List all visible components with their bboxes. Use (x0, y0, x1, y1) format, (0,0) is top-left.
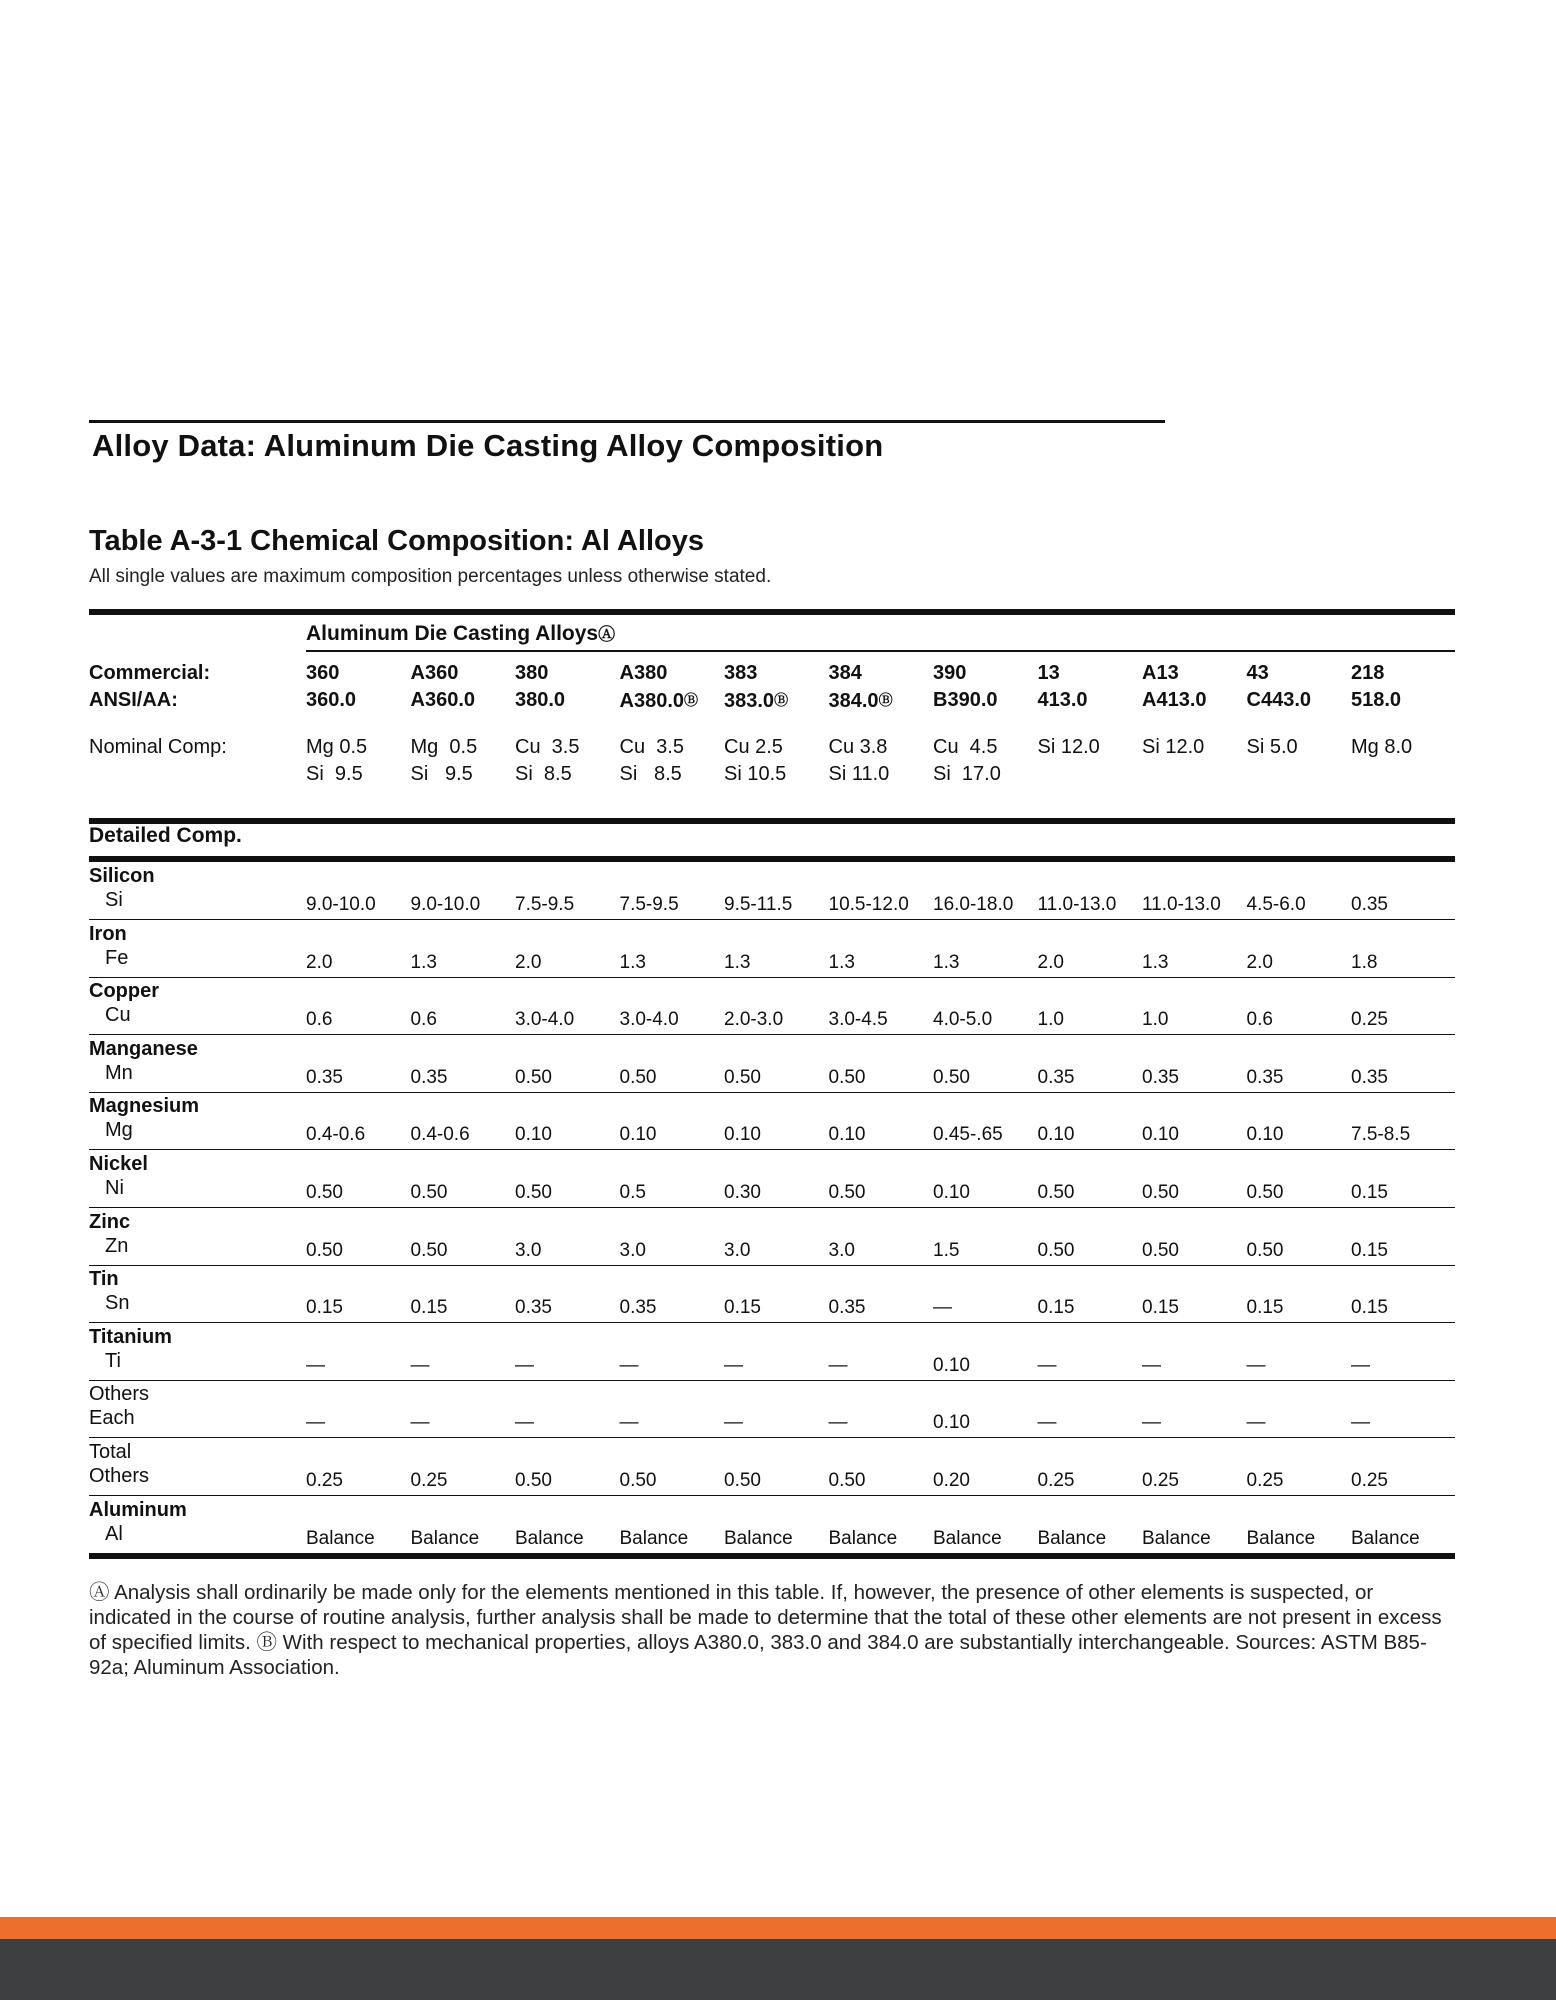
value-cell: — (619, 1412, 639, 1434)
element-values (306, 1123, 1456, 1147)
nominal-line: Si 12.0 (1142, 736, 1205, 758)
value-cell: 0.35 (410, 1066, 448, 1088)
value-cell: 0.25 (1142, 1470, 1179, 1491)
alloy-ansi-text: 360.0 (306, 689, 357, 711)
value-cell: 0.10 (619, 1124, 657, 1146)
value-cell: Balance (933, 1527, 1002, 1549)
value-cell: 0.50 (828, 1470, 866, 1491)
value-cell: 0.10 (515, 1124, 552, 1146)
element-row (89, 1438, 1455, 1496)
nominal-comp-2 (515, 734, 620, 788)
value-cell: 1.3 (724, 951, 751, 973)
nominal-line: Si 12.0 (1037, 736, 1100, 758)
value-cell: 0.15 (1142, 1297, 1179, 1319)
element-name: Aluminum (89, 1498, 187, 1521)
nominal-line: Cu 4.5 (933, 736, 998, 758)
element-symbol: Si (105, 889, 123, 911)
value-cell: Balance (828, 1527, 898, 1549)
nominal-line: Cu 3.5 (515, 736, 580, 758)
alloy-ansi-name (411, 687, 516, 714)
alloy-header-4 (724, 660, 829, 715)
value-cell: 1.0 (1037, 1009, 1064, 1031)
alloy-commercial-name: 13 (1037, 662, 1060, 684)
element-row (89, 1265, 1455, 1323)
alloy-commercial-name: 383 (724, 662, 758, 684)
nominal-line: Si 10.5 (724, 763, 787, 785)
value-cell: Balance (306, 1527, 375, 1549)
value-cell: 0.50 (515, 1066, 552, 1088)
element-symbol: Ti (105, 1349, 121, 1372)
value-cell: 1.5 (933, 1239, 960, 1261)
alloy-ansi-name (1142, 687, 1247, 714)
value-cell: — (1142, 1412, 1161, 1434)
nominal-grid (89, 734, 1455, 788)
value-cell: Balance (619, 1527, 689, 1549)
alloy-ansi-text: 383.0 (724, 690, 775, 712)
alloy-header-7 (1038, 660, 1143, 715)
nominal-label: Nominal Comp: (89, 736, 227, 758)
value-cell: 0.10 (1246, 1124, 1284, 1146)
value-cell: 9.5-11.5 (724, 894, 793, 915)
value-cell: — (306, 1412, 325, 1434)
element-name-cell (89, 1267, 129, 1315)
value-cell: 0.15 (1351, 1182, 1388, 1203)
value-cell: — (1142, 1354, 1161, 1376)
alloy-ansi-text: A380.0 (619, 690, 684, 712)
value-cell: 0.15 (1351, 1297, 1388, 1319)
element-values (306, 1008, 1456, 1032)
value-cell: 0.50 (828, 1182, 866, 1203)
element-name-cell (89, 1037, 198, 1085)
alloy-commercial-name: 384 (828, 662, 862, 684)
element-name: Tin (89, 1268, 119, 1291)
nominal-comp-9 (1247, 734, 1352, 788)
value-cell: — (828, 1412, 848, 1434)
footer-accent-bar (0, 1917, 1556, 1939)
value-cell: 0.6 (410, 1009, 437, 1031)
element-name: Silicon (89, 865, 155, 887)
element-name-cell (89, 1382, 149, 1430)
group-header-label: Aluminum Die Casting Alloys (306, 622, 599, 645)
value-cell: Balance (1037, 1527, 1107, 1549)
value-cell: 3.0-4.0 (515, 1009, 575, 1031)
element-row (89, 1150, 1455, 1208)
element-name: Iron (89, 922, 127, 945)
value-cell: 10.5-12.0 (828, 894, 909, 915)
alloy-ansi-text: 384.0 (828, 690, 879, 712)
value-cell: 0.10 (724, 1124, 761, 1146)
element-values (306, 893, 1456, 917)
element-name-cell (89, 1152, 148, 1200)
nominal-line: Cu 3.5 (619, 736, 684, 758)
alloy-ansi-text: A360.0 (410, 689, 475, 711)
value-cell: 0.10 (1037, 1124, 1075, 1146)
value-cell: 0.50 (410, 1239, 448, 1261)
alloy-ansi-text: 380.0 (515, 689, 566, 711)
nominal-comp-5 (829, 734, 934, 788)
nominal-line: Si 8.5 (619, 763, 682, 785)
alloy-ansi-name (1247, 687, 1352, 714)
value-cell: 0.50 (828, 1066, 866, 1088)
alloy-commercial-name: 380 (515, 662, 549, 684)
value-cell: 1.3 (933, 951, 960, 973)
value-cell: 0.25 (410, 1470, 448, 1491)
alloy-header-0 (306, 660, 411, 715)
value-cell: 0.25 (1351, 1470, 1388, 1491)
element-values (306, 1469, 1456, 1493)
value-cell: 0.35 (828, 1297, 866, 1319)
value-cell: 3.0 (724, 1239, 751, 1261)
element-row (89, 1092, 1455, 1150)
element-name-cell (89, 1325, 172, 1373)
value-cell: 1.3 (619, 951, 646, 973)
table-title: Table A-3-1 Chemical Composition: Al Alloys (89, 525, 704, 557)
value-cell: 2.0 (1037, 951, 1064, 973)
value-cell: — (1246, 1354, 1266, 1376)
value-cell: — (724, 1412, 743, 1434)
nominal-comp-4 (724, 734, 829, 788)
alloy-header-8 (1142, 660, 1247, 715)
value-cell: Balance (1351, 1527, 1420, 1549)
value-cell: 0.35 (1351, 1066, 1388, 1088)
alloy-ansi-name (1038, 687, 1143, 714)
nominal-line: Cu 3.8 (828, 736, 888, 758)
element-symbol: Fe (105, 946, 129, 969)
value-cell: — (410, 1412, 430, 1434)
nominal-comp-8 (1142, 734, 1247, 788)
nominal-line: Mg 8.0 (1351, 736, 1413, 758)
value-cell: 11.0-13.0 (1142, 894, 1221, 915)
row-label-cell (89, 660, 306, 715)
value-cell: 0.50 (619, 1470, 657, 1491)
value-cell: 1.8 (1351, 951, 1378, 973)
value-cell: 0.10 (933, 1182, 970, 1203)
value-cell: 0.6 (306, 1009, 333, 1031)
value-cell: 0.10 (828, 1124, 866, 1146)
element-values (306, 1181, 1456, 1205)
nominal-line: Si 9.5 (410, 763, 473, 785)
element-name: Total (89, 1441, 132, 1463)
element-symbol: Zn (105, 1234, 129, 1257)
alloy-commercial-name: 360 (306, 662, 340, 684)
element-values (306, 1066, 1456, 1090)
value-cell: 0.50 (515, 1182, 552, 1203)
element-name-cell (89, 1498, 187, 1546)
value-cell: 0.50 (724, 1470, 761, 1491)
value-cell: 7.5-9.5 (619, 894, 679, 915)
alloy-header-10 (1351, 660, 1456, 715)
value-cell: 0.15 (1351, 1239, 1388, 1261)
value-cell: Balance (515, 1527, 584, 1549)
value-cell: 16.0-18.0 (933, 894, 1014, 915)
value-cell: 0.35 (1142, 1066, 1179, 1088)
value-cell: 0.25 (1351, 1009, 1388, 1031)
nominal-line: Si 17.0 (933, 763, 1001, 785)
nominal-line: Si 9.5 (306, 763, 363, 785)
element-name-cell (89, 1210, 130, 1258)
commercial-label: Commercial: (89, 662, 211, 684)
table-bottom-rule (89, 1553, 1455, 1559)
section-title: Alloy Data: Aluminum Die Casting Alloy Composition (92, 428, 884, 463)
element-symbol: Ni (105, 1177, 124, 1199)
element-symbol: Others (89, 1465, 150, 1487)
value-cell: 0.50 (619, 1066, 657, 1088)
alloy-ansi-name (1351, 687, 1456, 714)
value-cell: Balance (410, 1527, 480, 1549)
value-cell: 0.50 (1142, 1239, 1179, 1261)
alloy-ansi-name (306, 687, 411, 714)
element-row (89, 1380, 1455, 1438)
value-cell: 3.0 (515, 1239, 542, 1261)
value-cell: 0.10 (933, 1412, 970, 1434)
group-header-rule (306, 650, 1455, 652)
value-cell: — (1351, 1412, 1370, 1434)
value-cell: 0.15 (1246, 1297, 1284, 1319)
alloy-commercial-name: 218 (1351, 662, 1385, 684)
alloy-ansi-text: 518.0 (1351, 689, 1402, 711)
note-mark-a: Ⓐ (598, 625, 616, 644)
element-row (89, 1496, 1455, 1554)
value-cell: 0.4-0.6 (306, 1124, 366, 1146)
value-cell: 0.20 (933, 1470, 970, 1491)
alloy-header-2 (515, 660, 620, 715)
alloy-ansi-name (933, 687, 1038, 714)
value-cell: 1.3 (1142, 951, 1169, 973)
element-row (89, 977, 1455, 1035)
element-row (89, 1208, 1455, 1266)
value-cell: 9.0-10.0 (306, 894, 376, 915)
element-symbol: Sn (105, 1292, 130, 1315)
alloy-header-3 (620, 660, 725, 715)
value-cell: 0.35 (1037, 1066, 1075, 1088)
value-cell: 7.5-9.5 (515, 894, 575, 915)
value-cell: — (515, 1354, 534, 1376)
value-cell: 0.35 (619, 1297, 657, 1319)
alloy-header-grid (89, 660, 1455, 715)
value-cell: 0.50 (306, 1182, 343, 1203)
alloy-ansi-text: A413.0 (1142, 689, 1207, 711)
alloy-ansi-name (829, 687, 934, 715)
element-values (306, 1411, 1456, 1435)
nominal-line: Si 8.5 (515, 763, 572, 785)
value-cell: 0.50 (1246, 1182, 1284, 1203)
note-mark-b: Ⓑ (774, 692, 789, 708)
value-cell: 0.35 (515, 1297, 552, 1319)
group-header (306, 620, 615, 646)
value-cell: 0.30 (724, 1182, 761, 1203)
value-cell: 0.35 (1246, 1066, 1284, 1088)
value-cell: 0.50 (306, 1239, 343, 1261)
element-symbol: Mn (105, 1061, 133, 1084)
element-values (306, 951, 1456, 975)
alloy-commercial-name: A380 (619, 662, 668, 684)
element-symbol: Al (105, 1522, 123, 1545)
nominal-comp-10 (1351, 734, 1456, 788)
value-cell: 2.0 (515, 951, 542, 973)
value-cell: 0.50 (724, 1066, 761, 1088)
detailed-comp-label: Detailed Comp. (89, 824, 242, 847)
value-cell: 0.25 (306, 1470, 343, 1491)
alloy-commercial-name: A360 (410, 662, 459, 684)
value-cell: Balance (724, 1527, 793, 1549)
alloy-commercial-name: 390 (933, 662, 967, 684)
alloy-ansi-text: B390.0 (933, 689, 998, 711)
nominal-comp-3 (620, 734, 725, 788)
element-symbol: Mg (105, 1119, 133, 1142)
value-cell: 0.50 (410, 1182, 448, 1203)
value-cell: — (619, 1354, 639, 1376)
alloy-header-9 (1247, 660, 1352, 715)
value-cell: 1.0 (1142, 1009, 1169, 1031)
nominal-comp-0 (306, 734, 411, 788)
value-cell: 3.0 (619, 1239, 646, 1261)
element-values (306, 1527, 1456, 1551)
value-cell: 0.15 (1037, 1297, 1075, 1319)
value-cell: — (828, 1354, 848, 1376)
nominal-line: Cu 2.5 (724, 736, 783, 758)
value-cell: 4.5-6.0 (1246, 894, 1306, 915)
value-cell: 2.0 (306, 951, 333, 973)
value-cell: 0.15 (306, 1297, 343, 1319)
note-mark-b: Ⓑ (878, 692, 893, 708)
footer-bar (0, 1939, 1556, 2000)
value-cell: Balance (1142, 1527, 1211, 1549)
value-cell: 0.4-0.6 (410, 1124, 470, 1146)
value-cell: 0.50 (1246, 1239, 1284, 1261)
alloy-header-5 (829, 660, 934, 715)
element-name: Magnesium (89, 1095, 200, 1118)
value-cell: 0.5 (619, 1182, 646, 1203)
footnote: Ⓐ Analysis shall ordinarily be made only for the elements mentioned in this table. If, however, the presence of other elements is suspected, or indicated in the course of routine analysis, further analysis shall be made to determine that the total of these other elements are not present in excess of specified limits. Ⓑ With respect to mechanical properties, alloys A380.0, 383.0 and 384.0 are substantially interchangeable. Sources: ASTM B85-92a; Aluminum Association. (89, 1581, 1442, 1679)
value-cell: 0.10 (933, 1354, 970, 1376)
value-cell: 1.3 (410, 951, 437, 973)
nominal-line: Si 11.0 (828, 763, 890, 785)
value-cell: 0.50 (933, 1066, 970, 1088)
nominal-line: Mg 0.5 (410, 736, 478, 758)
ansi-label: ANSI/AA: (89, 689, 178, 711)
value-cell: 2.0 (1246, 951, 1273, 973)
alloy-ansi-name (724, 687, 829, 715)
element-name: Zinc (89, 1210, 131, 1233)
value-cell: 0.50 (1037, 1239, 1075, 1261)
nominal-comp-1 (411, 734, 516, 788)
element-values (306, 1354, 1456, 1378)
value-cell: — (306, 1354, 325, 1376)
element-name: Nickel (89, 1153, 148, 1175)
element-name-cell (89, 1094, 199, 1142)
value-cell: 7.5-8.5 (1351, 1124, 1411, 1146)
alloy-ansi-text: 413.0 (1037, 689, 1088, 711)
alloy-commercial-name: 43 (1246, 662, 1269, 684)
element-symbol: Each (89, 1407, 135, 1430)
value-cell: Balance (1246, 1527, 1316, 1549)
value-cell: 0.25 (1037, 1470, 1075, 1491)
alloy-ansi-text: C443.0 (1246, 689, 1311, 711)
element-name-cell (89, 1440, 149, 1488)
section-top-rule (89, 420, 1165, 423)
value-cell: 11.0-13.0 (1037, 894, 1117, 915)
value-cell: — (933, 1297, 952, 1319)
value-cell: 3.0-4.5 (828, 1009, 888, 1031)
note-mark-b: Ⓑ (684, 692, 698, 708)
value-cell: 0.10 (1142, 1124, 1179, 1146)
value-cell: 4.0-5.0 (933, 1009, 993, 1031)
element-name-cell (89, 922, 128, 970)
element-name: Copper (89, 980, 159, 1003)
value-cell: 0.35 (1351, 894, 1388, 915)
element-values (306, 1239, 1456, 1263)
element-row (89, 862, 1455, 920)
value-cell: — (1037, 1412, 1057, 1434)
nominal-comp-6 (933, 734, 1038, 788)
value-cell: — (515, 1412, 534, 1434)
value-cell: 9.0-10.0 (410, 894, 481, 915)
element-row (89, 920, 1455, 978)
element-values (306, 1296, 1456, 1320)
value-cell: 0.25 (1246, 1470, 1284, 1491)
element-name-cell (89, 864, 155, 912)
alloy-header-1 (411, 660, 516, 715)
nominal-comp-7 (1038, 734, 1143, 788)
value-cell: — (724, 1354, 743, 1376)
nominal-line: Si 5.0 (1246, 736, 1298, 758)
value-cell: 0.50 (1142, 1182, 1179, 1203)
table-top-rule (89, 609, 1455, 615)
element-row (89, 1323, 1455, 1381)
alloy-header-6 (933, 660, 1038, 715)
alloy-ansi-name (620, 687, 725, 715)
value-cell: — (1037, 1354, 1057, 1376)
nominal-line: Mg 0.5 (306, 736, 368, 758)
element-name: Others (89, 1383, 150, 1406)
alloy-ansi-name (515, 687, 620, 714)
element-row (89, 1035, 1455, 1093)
value-cell: 0.45-.65 (933, 1124, 1003, 1146)
value-cell: 0.15 (410, 1297, 448, 1319)
element-symbol: Cu (105, 1004, 131, 1027)
element-name: Titanium (89, 1325, 172, 1348)
value-cell: 0.35 (306, 1066, 343, 1088)
value-cell: 3.0-4.0 (619, 1009, 679, 1031)
value-cell: 1.3 (828, 951, 855, 973)
element-name: Manganese (89, 1037, 198, 1060)
element-name-cell (89, 979, 159, 1027)
value-cell: — (1351, 1354, 1370, 1376)
value-cell: 0.50 (515, 1470, 552, 1491)
detail-top-rule (89, 818, 1455, 824)
value-cell: 2.0-3.0 (724, 1009, 784, 1031)
value-cell: 0.15 (724, 1297, 761, 1319)
value-cell: — (1246, 1412, 1266, 1434)
table-subtitle: All single values are maximum composition percentages unless otherwise stated. (89, 566, 772, 587)
value-cell: 0.6 (1246, 1009, 1273, 1031)
alloy-commercial-name: A13 (1142, 662, 1179, 684)
value-cell: 3.0 (828, 1239, 855, 1261)
value-cell: — (410, 1354, 430, 1376)
value-cell: 0.50 (1037, 1182, 1075, 1203)
